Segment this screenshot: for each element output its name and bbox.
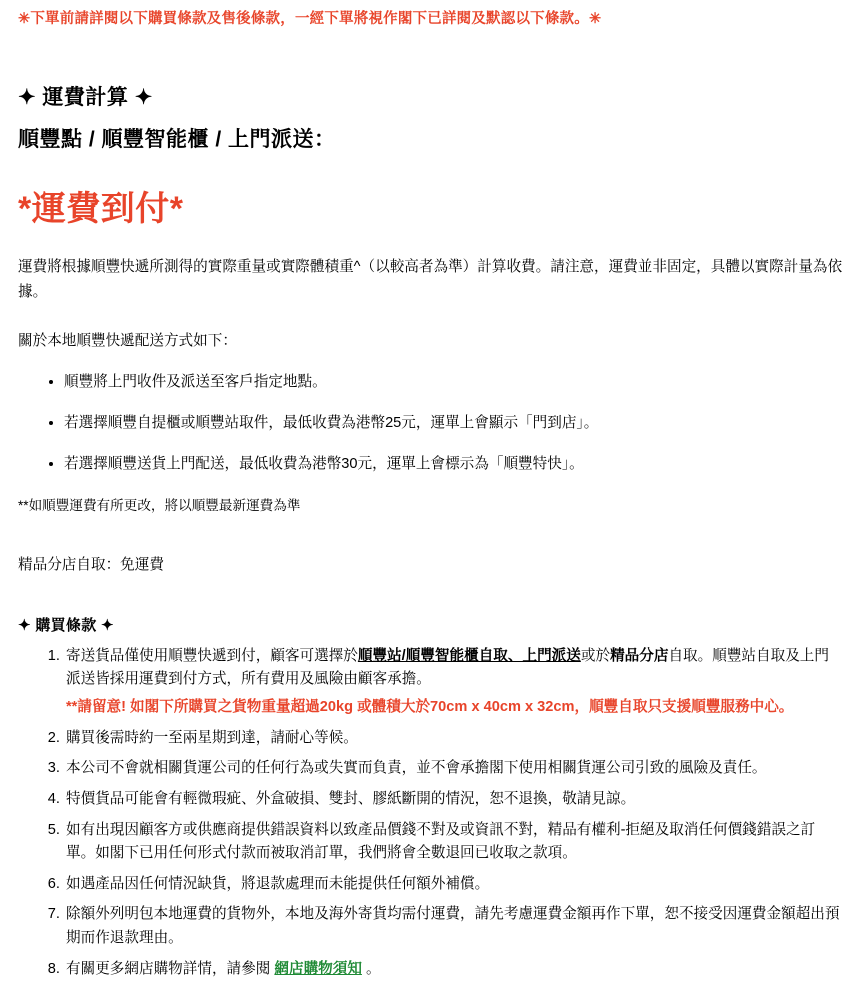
terms-subnote: **請留意! 如閣下所購買之貨物重量超過20kg 或體積大於70cm x 40cm x 32cm，順豐自取只支援順豐服務中心。 bbox=[66, 698, 794, 715]
terms-text: 特價貨品可能會有輕微瑕疵、外盒破損、雙封、膠紙斷開的情況，恕不退換，敬請見諒。 bbox=[66, 790, 636, 807]
terms-text: 順豐站/順豐智能櫃自取、上門派送 bbox=[357, 647, 581, 664]
freight-collect-label: *運費到付* bbox=[18, 190, 184, 229]
terms-item bbox=[64, 788, 843, 812]
terms-heading: ✦ 購買條款 ✦ bbox=[18, 616, 114, 634]
terms-text: 有關更多網店購物詳情，請參閱 bbox=[66, 960, 275, 977]
terms-text: 自取。順豐站自取及上門派送皆採用運費到付方式，所有費用及風險由顧客承擔。 bbox=[66, 647, 829, 688]
terms-text: 購買後需時約一至兩星期到達，請耐心等候。 bbox=[66, 729, 358, 746]
shipping-bullet-list bbox=[18, 371, 843, 477]
terms-text: 如有出現因顧客方或供應商提供錯誤資料以致產品價錢不對及或資訊不對，精品有權利-拒絕及取消任何價錢錯誤之訂單。如閣下已用任何形式付款而被取消訂單，我們將會全數退回已收取之款項。 bbox=[66, 821, 816, 862]
shipping-section bbox=[0, 81, 861, 577]
terms-item bbox=[64, 873, 843, 897]
list-item: • 順豐將上門收件及派送至客戶指定地點。 bbox=[64, 371, 843, 394]
order-notice: ✳下單前請詳閱以下購買條款及售後條款，一經下單將視作閣下已詳閱及默認以下條款。✳ bbox=[18, 11, 602, 27]
terms-section bbox=[0, 614, 861, 982]
list-item: • 若選擇順豐自提櫃或順豐站取件，最低收費為港幣25元，運單上會顯示「門到店」。 bbox=[64, 412, 843, 435]
shipping-change-note: **如順豐運費有所更改，將以順豐最新運費為準 bbox=[18, 497, 301, 513]
terms-text: 精品分店 bbox=[610, 647, 669, 664]
terms-item bbox=[64, 757, 843, 781]
terms-text: 除額外列明包本地運費的貨物外，本地及海外寄貨均需付運費，請先考慮運費金額再作下單，恕不接受因運費金額超出預期而作退款理由。 bbox=[66, 906, 840, 947]
shipping-subheading: 順豐點 / 順豐智能櫃 / 上門派送： bbox=[18, 128, 336, 152]
terms-list bbox=[18, 645, 843, 982]
store-pickup-note: 精品分店自取：免運費 bbox=[18, 557, 164, 574]
list-item: • 若選擇順豐送貨上門配送，最低收費為港幣30元，運單上會標示為「順豐特快」。 bbox=[64, 453, 843, 476]
terms-item bbox=[64, 958, 843, 982]
terms-item bbox=[64, 903, 843, 950]
terms-text: 。 bbox=[361, 960, 381, 977]
terms-item bbox=[64, 727, 843, 751]
terms-item bbox=[64, 645, 843, 720]
shopping-guide-link[interactable]: 網店購物須知 bbox=[274, 960, 362, 977]
terms-text: 或於 bbox=[580, 647, 611, 664]
shipping-intro: 關於本地順豐快遞配送方式如下： bbox=[18, 333, 237, 350]
shipping-paragraph: 運費將根據順豐快遞所測得的實際重量或實際體積重^（以較高者為準）計算收費。請注意，運費並非固定，具體以實際計量為依據。 bbox=[18, 259, 843, 301]
terms-item bbox=[64, 819, 843, 866]
terms-text: 本公司不會就相關貨運公司的任何行為或失實而負責，並不會承擔閣下使用相關貨運公司引致的風險及責任。 bbox=[66, 760, 767, 777]
terms-text: 如遇產品因任何情況缺貨，將退款處理而未能提供任何額外補償。 bbox=[66, 875, 490, 892]
terms-text: 寄送貨品僅使用順豐快遞到付，顧客可選擇於 bbox=[66, 647, 358, 664]
shipping-heading: ✦ 運費計算 ✦ bbox=[18, 86, 153, 110]
